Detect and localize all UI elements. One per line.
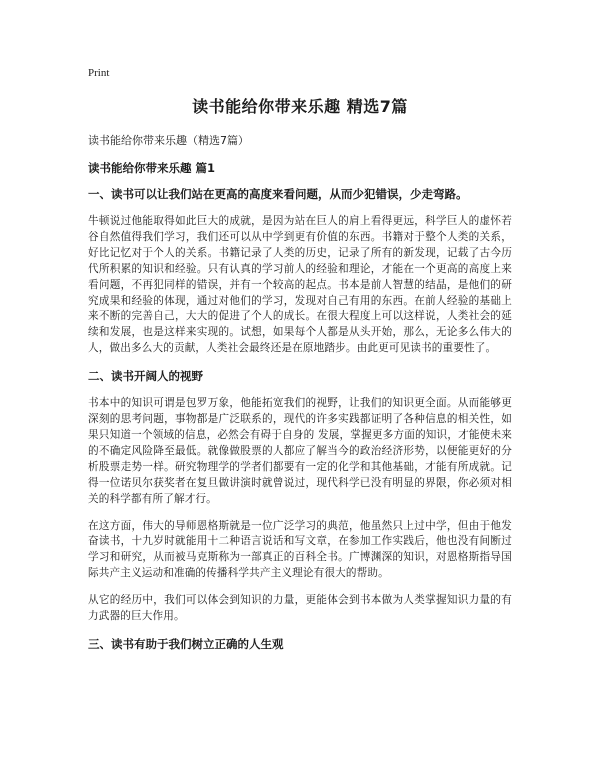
section-heading-2: 二、读书开阔人的视野 [88,369,203,384]
document-title: 读书能给你带来乐趣 精选7篇 [192,97,408,116]
print-label: Print [88,67,110,79]
document-subtitle: 读书能给你带来乐趣（精选7篇） [88,134,249,147]
section-2-paragraph-1: 书本中的知识可谓是包罗万象，他能拓宽我们的视野，让我们的知识更全面。从而能够更深刻的思考问题，事物都是广泛联系的，现代的许多实践都证明了各种信息的相关性，如果只知道一个领域的信息，必然会有碍于自身的 发展，掌握更多方面的知识，才能使未来的不确定风险降至最低。就像做股票的人都应了解当今的政治经济形势，以便能更好的分析股票走势一样。研究物理学的学者们都要有一定的化学和其他基础，才能有所成就。记得一位诺贝尔获奖者在复旦做讲演时就曾说过，现代科学已没有明显的界限，你必须对相关的科学都有所了解才行。 [88,397,512,505]
section-heading-3: 三、读书有助于我们树立正确的人生观 [88,636,284,651]
part-title: 读书能给你带来乐趣 篇1 [88,161,216,175]
section-1-paragraph-1: 牛顿说过他能取得如此巨大的成就，是因为站在巨人的肩上看得更远，科学巨人的虚怀若谷自然值得我们学习，我们还可以从中学到更有价值的东西。书籍对于整个人类的关系，好比记忆对于个人的关系。书籍记录了人类的历史，记录了所有的新发现，记载了古今历代所积累的知识和经验。只有认真的学习前人的经验和理论，才能在一个更高的高度上来看问题，不再犯同样的错误，并有一个较高的起点。书本是前人智慧的结晶，是他们的研究成果和经验的体现，通过对他们的学习，发现对自己有用的东西。在前人经验的基础上来不断的完善自己，大大的促进了个人的成长。在很大程度上可以这样说，人类社会的延续和发展，也是这样来实现的。试想，如果每个人都是从头开始，那么，无论多么伟大的人，做出多么大的贡献，人类社会最终还是在原地踏步。由此更可见读书的重要性了。 [88,215,512,355]
section-2-paragraph-2: 在这方面，伟大的导师恩格斯就是一位广泛学习的典范，他虽然只上过中学，但由于他发奋读书，十九岁时就能用十二种语言说话和写文章，在参加工作实践后，他也没有间断过学习和研究，从而被马克斯称为一部真正的百科全书。广博渊深的知识，对恩格斯指导国际共产主义运动和准确的传播科学共产主义理论有很大的帮助。 [88,519,512,580]
section-heading-1: 一、读书可以让我们站在更高的高度来看问题，从而少犯错误，少走弯路。 [88,187,468,201]
section-2-paragraph-3: 从它的经历中，我们可以体会到知识的力量，更能体会到书本做为人类掌握知识力量的有力武器的巨大作用。 [88,594,512,623]
